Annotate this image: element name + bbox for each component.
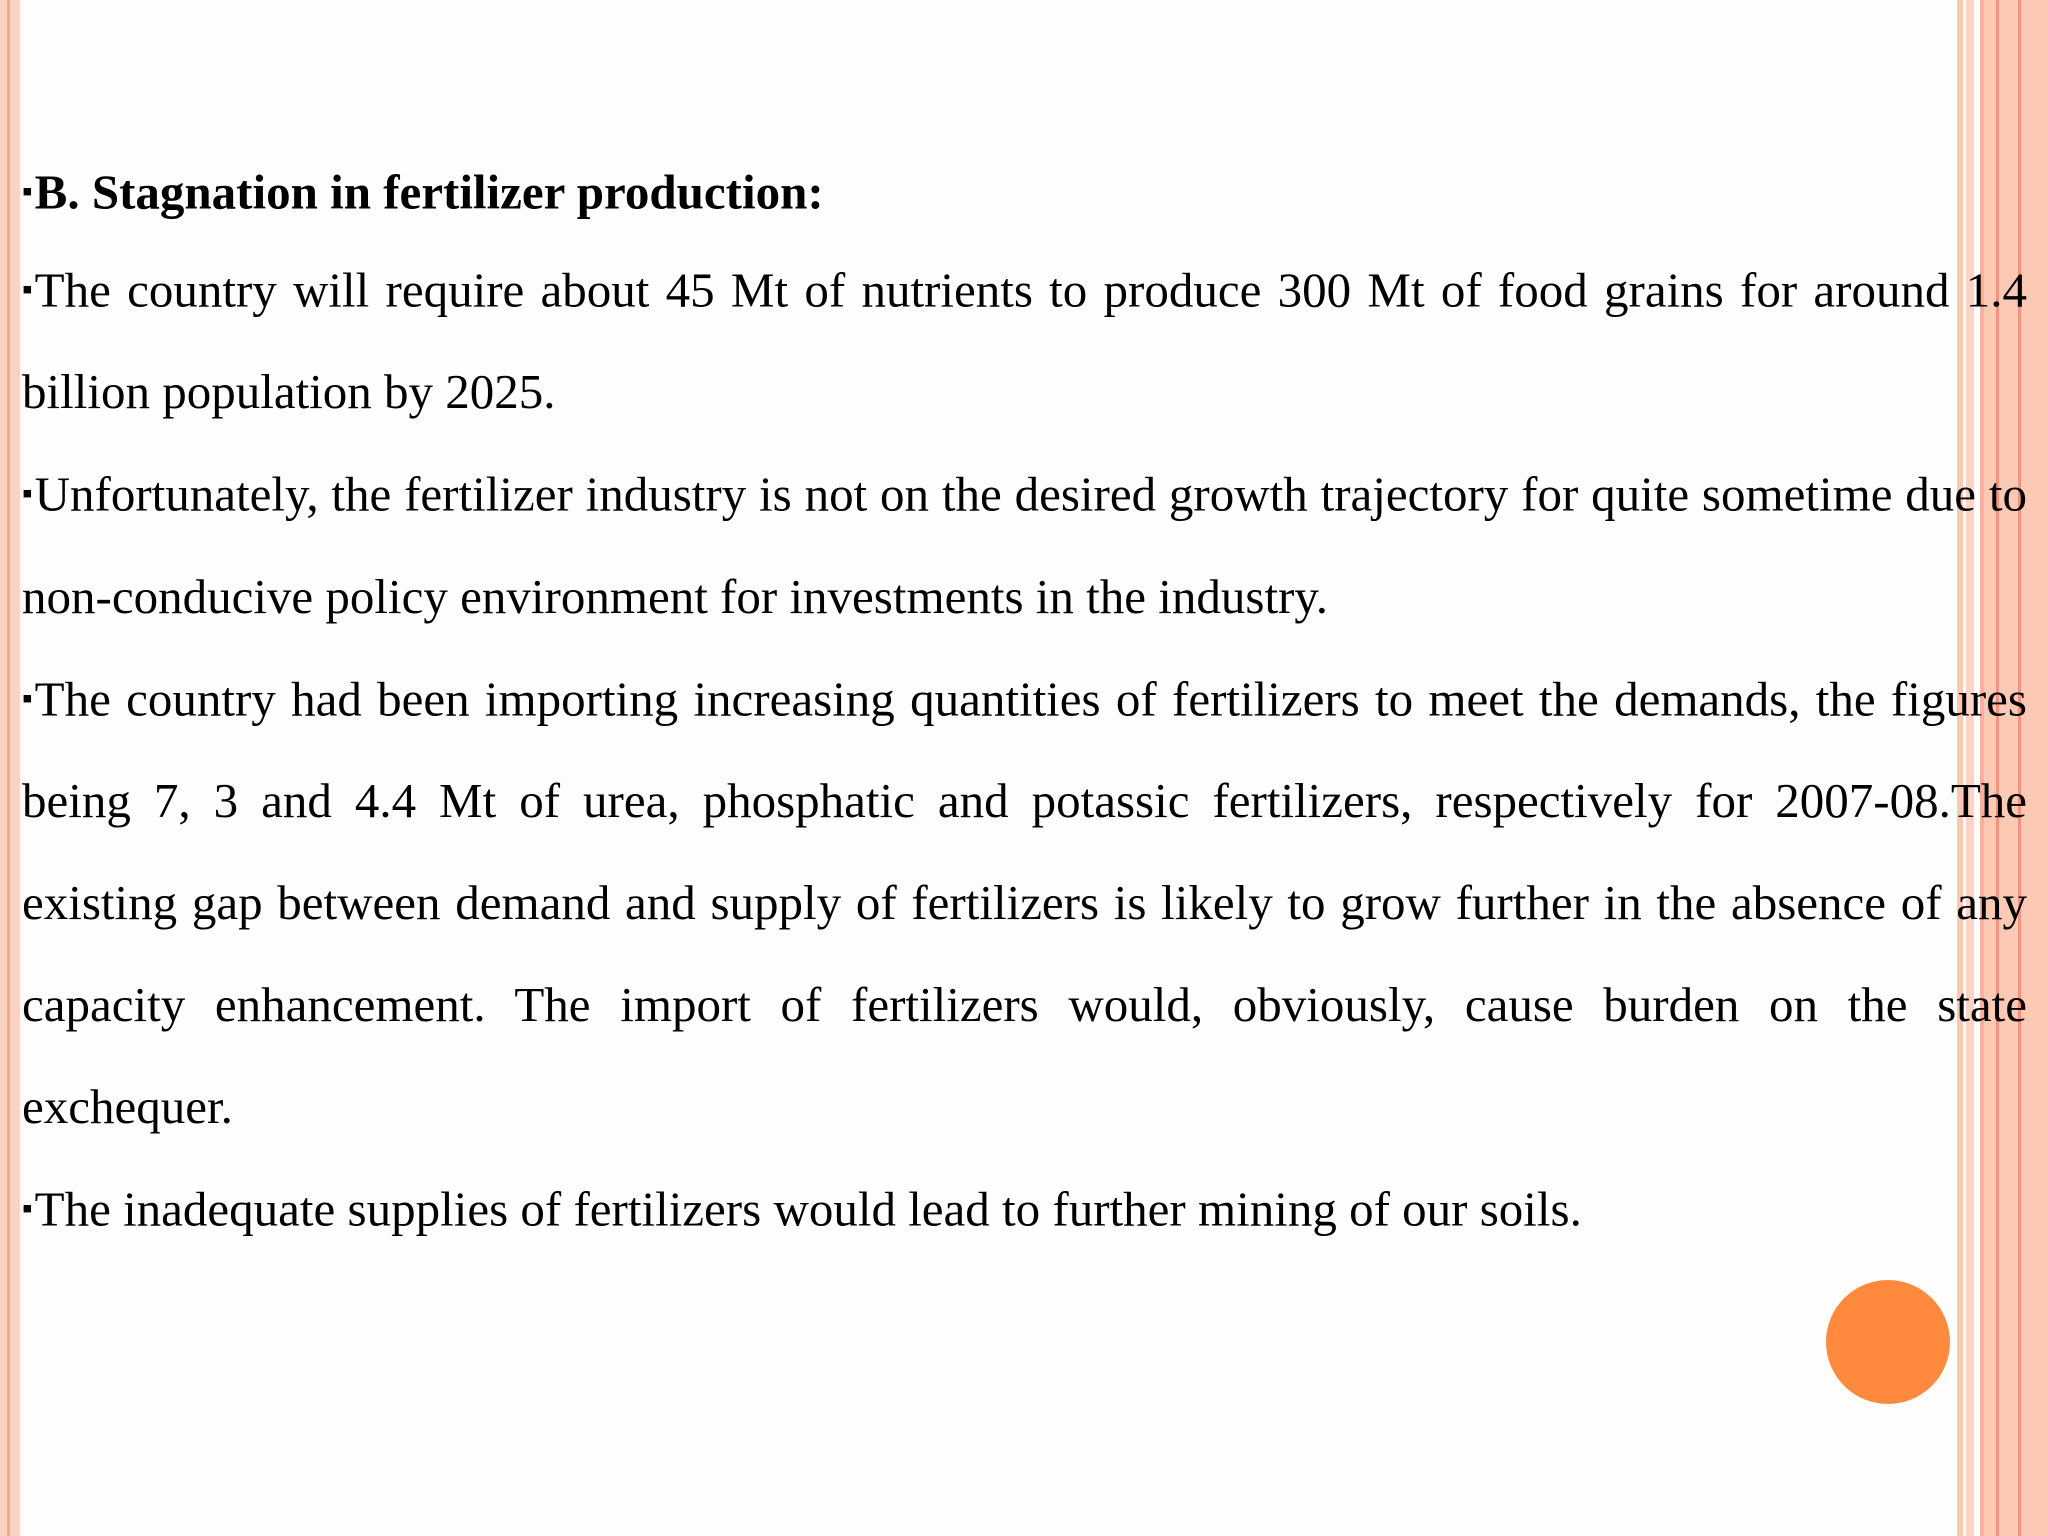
- slide-heading: [22, 146, 2027, 239]
- bullet-paragraph: [22, 1158, 2027, 1261]
- bullet-paragraph-text: Unfortunately, the fertilizer industry is not on the desired growth trajectory for quite sometime due to non-conducive policy environment for investments in the industry.: [22, 466, 2027, 624]
- bullet-icon: ▪: [22, 272, 33, 306]
- bullet-paragraph-text: The country had been importing increasing quantities of fertilizers to meet the demands, the figures being 7, 3 and 4.4 Mt of urea, phosphatic and potassic fertilizers, respectively for 2007-08.The existing gap between demand and supply of fertilizers is likely to grow further in the absence of any capacity enhancement. The import of fertilizers would, obviously, cause burden on the state exchequer.: [22, 671, 2027, 1134]
- bullet-paragraph-text: The country will require about 45 Mt of nutrients to produce 300 Mt of food grains for around 1.4 billion population by 2025.: [22, 262, 2027, 419]
- slide-heading-text: B. Stagnation in fertilizer production:: [34, 164, 824, 220]
- bullet-paragraph: [22, 239, 2027, 444]
- bullet-paragraph: [22, 648, 2027, 1159]
- decorative-orange-circle: [1826, 1280, 1950, 1404]
- bullet-icon: ▪: [22, 477, 33, 510]
- bullet-paragraph: [22, 443, 2027, 648]
- bullet-paragraph-text: The inadequate supplies of fertilizers would lead to further mining of our soils.: [34, 1181, 1582, 1237]
- bullet-icon: ▪: [22, 681, 33, 715]
- slide-content: [22, 146, 2027, 1261]
- bullet-icon: ▪: [22, 1192, 33, 1225]
- left-border-line: [7, 0, 10, 1536]
- bullet-icon: ▪: [22, 175, 33, 208]
- left-border-band: [0, 0, 20, 1536]
